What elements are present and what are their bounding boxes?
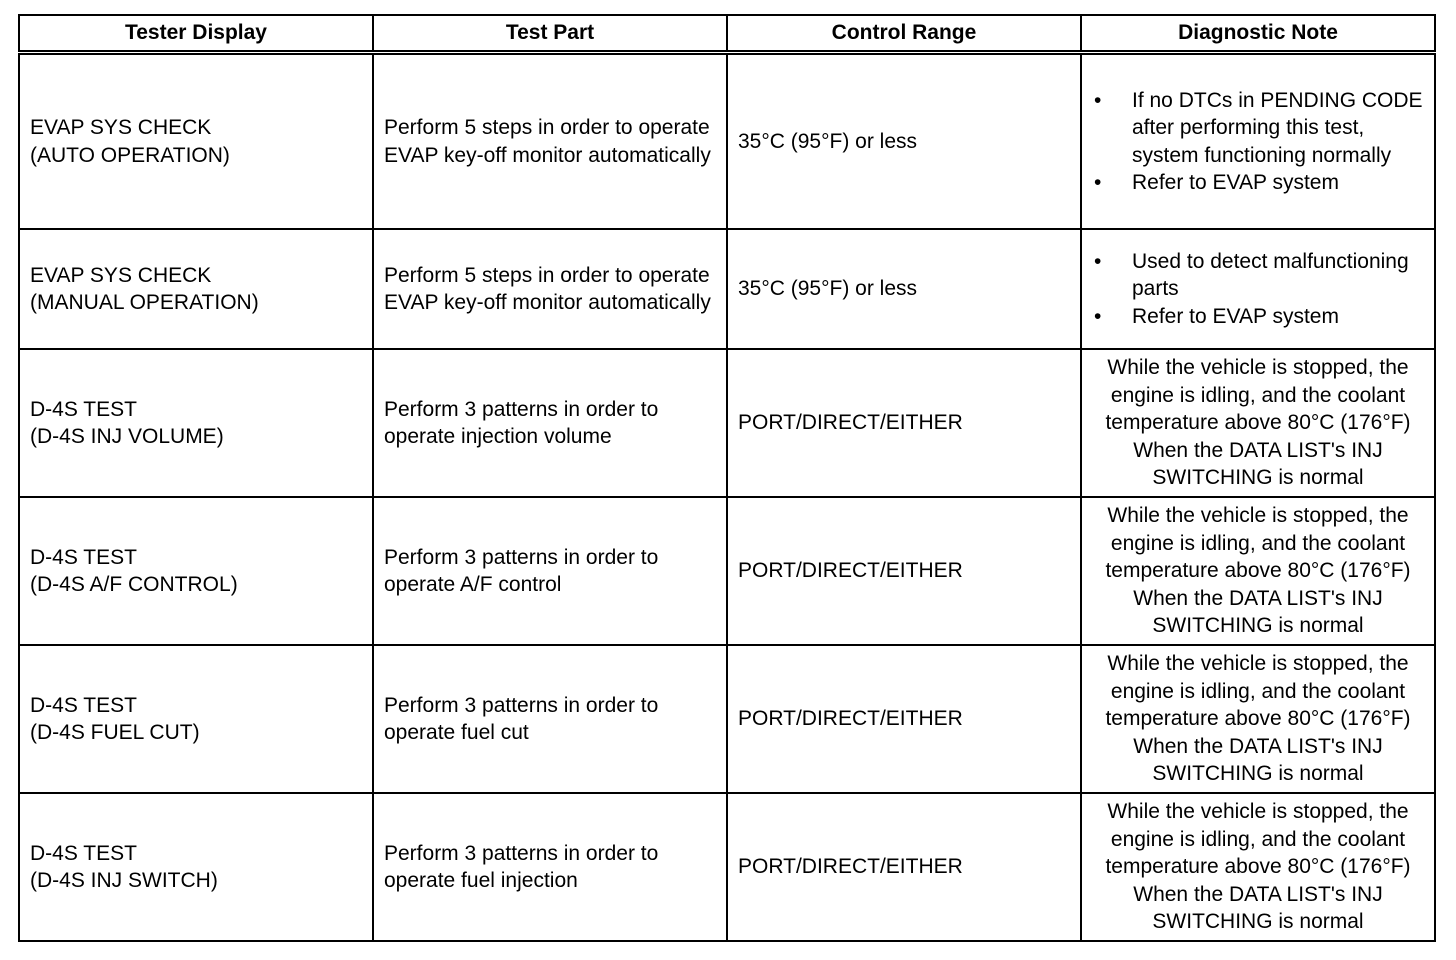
- note-line: SWITCHING is normal: [1152, 762, 1364, 786]
- control-range-cell: PORT/DIRECT/EITHER: [727, 349, 1081, 497]
- table-row: [19, 497, 1435, 645]
- diagnostic-note-cell: [1081, 229, 1435, 349]
- control-range-cell: 35°C (95°F) or less: [727, 229, 1081, 349]
- note-line: temperature above 80°C (176°F): [1105, 707, 1411, 731]
- diagnostic-note-cell: [1081, 53, 1435, 230]
- control-range-cell: PORT/DIRECT/EITHER: [727, 645, 1081, 793]
- note-line: engine is idling, and the coolant: [1110, 827, 1406, 851]
- header-tester-display: Tester Display: [19, 15, 373, 53]
- note-line: While the vehicle is stopped, the: [1107, 504, 1409, 528]
- tester-display-line: (MANUAL OPERATION): [30, 291, 259, 314]
- note-bullet: • If no DTCs in PENDING CODE after performing this test, system functioning normally: [1092, 87, 1424, 170]
- diagnostic-note-cell: [1081, 645, 1435, 793]
- note-line: SWITCHING is normal: [1152, 910, 1364, 934]
- note-line: temperature above 80°C (176°F): [1105, 559, 1411, 583]
- note-line: temperature above 80°C (176°F): [1105, 855, 1411, 879]
- note-line: SWITCHING is normal: [1152, 614, 1364, 638]
- tester-display-line: EVAP SYS CHECK: [30, 116, 212, 139]
- tester-display-line: (D-4S A/F CONTROL): [30, 573, 238, 596]
- tester-display-cell: [19, 229, 373, 349]
- active-test-table: [18, 14, 1436, 942]
- table-row: [19, 645, 1435, 793]
- note-line: When the DATA LIST's INJ: [1133, 586, 1383, 610]
- diagnostic-note-cell: [1081, 793, 1435, 941]
- header-row: [19, 15, 1435, 53]
- tester-display-line: D-4S TEST: [30, 397, 137, 421]
- tester-display-cell: [19, 793, 373, 941]
- note-line: When the DATA LIST's INJ: [1133, 734, 1383, 758]
- test-part-cell: Perform 3 patterns in order to operate A/F control: [373, 497, 727, 645]
- note-line: When the DATA LIST's INJ: [1133, 438, 1383, 462]
- test-part-cell: Perform 3 patterns in order to operate injection volume: [373, 349, 727, 497]
- tester-display-line: (AUTO OPERATION): [30, 143, 230, 167]
- tester-display-cell: [19, 645, 373, 793]
- table-row: [19, 349, 1435, 497]
- note-line: When the DATA LIST's INJ: [1133, 882, 1383, 906]
- header-test-part: Test Part: [373, 15, 727, 53]
- tester-display-line: D-4S TEST: [30, 841, 137, 865]
- tester-display-line: D-4S TEST: [30, 693, 137, 717]
- tester-display-line: (D-4S INJ SWITCH): [30, 869, 218, 892]
- note-bullet-list: [1092, 87, 1424, 197]
- header-control-range: Control Range: [727, 15, 1081, 53]
- note-bullet: • Used to detect malfunctioning parts: [1092, 248, 1424, 303]
- test-part-cell: Perform 3 patterns in order to operate fuel cut: [373, 645, 727, 793]
- test-part-cell: Perform 5 steps in order to operate EVAP key-off monitor automatically: [373, 53, 727, 230]
- note-line: engine is idling, and the coolant: [1110, 679, 1406, 703]
- note-line: temperature above 80°C (176°F): [1105, 411, 1411, 435]
- tester-display-line: EVAP SYS CHECK: [30, 263, 212, 287]
- header-diagnostic-note: Diagnostic Note: [1081, 15, 1435, 53]
- tester-display-line: (D-4S FUEL CUT): [30, 721, 200, 744]
- table-row: [19, 793, 1435, 941]
- test-part-cell: Perform 3 patterns in order to operate fuel injection: [373, 793, 727, 941]
- note-line: engine is idling, and the coolant: [1110, 531, 1406, 555]
- tester-display-cell: [19, 497, 373, 645]
- control-range-cell: PORT/DIRECT/EITHER: [727, 793, 1081, 941]
- table-row: [19, 53, 1435, 230]
- table-row: [19, 229, 1435, 349]
- tester-display-line: (D-4S INJ VOLUME): [30, 425, 224, 448]
- diagnostic-note-cell: [1081, 497, 1435, 645]
- note-line: SWITCHING is normal: [1152, 466, 1364, 490]
- control-range-cell: PORT/DIRECT/EITHER: [727, 497, 1081, 645]
- control-range-cell: 35°C (95°F) or less: [727, 53, 1081, 230]
- test-part-cell: Perform 5 steps in order to operate EVAP key-off monitor automatically: [373, 229, 727, 349]
- note-line: engine is idling, and the coolant: [1110, 383, 1406, 407]
- tester-display-cell: [19, 53, 373, 230]
- note-line: While the vehicle is stopped, the: [1107, 356, 1409, 380]
- note-bullet: • Refer to EVAP system: [1092, 303, 1424, 331]
- diagnostic-note-cell: [1081, 349, 1435, 497]
- note-line: While the vehicle is stopped, the: [1107, 800, 1409, 824]
- note-line: While the vehicle is stopped, the: [1107, 652, 1409, 676]
- note-bullet: • Refer to EVAP system: [1092, 169, 1424, 197]
- note-bullet-list: [1092, 248, 1424, 331]
- tester-display-line: D-4S TEST: [30, 545, 137, 569]
- tester-display-cell: [19, 349, 373, 497]
